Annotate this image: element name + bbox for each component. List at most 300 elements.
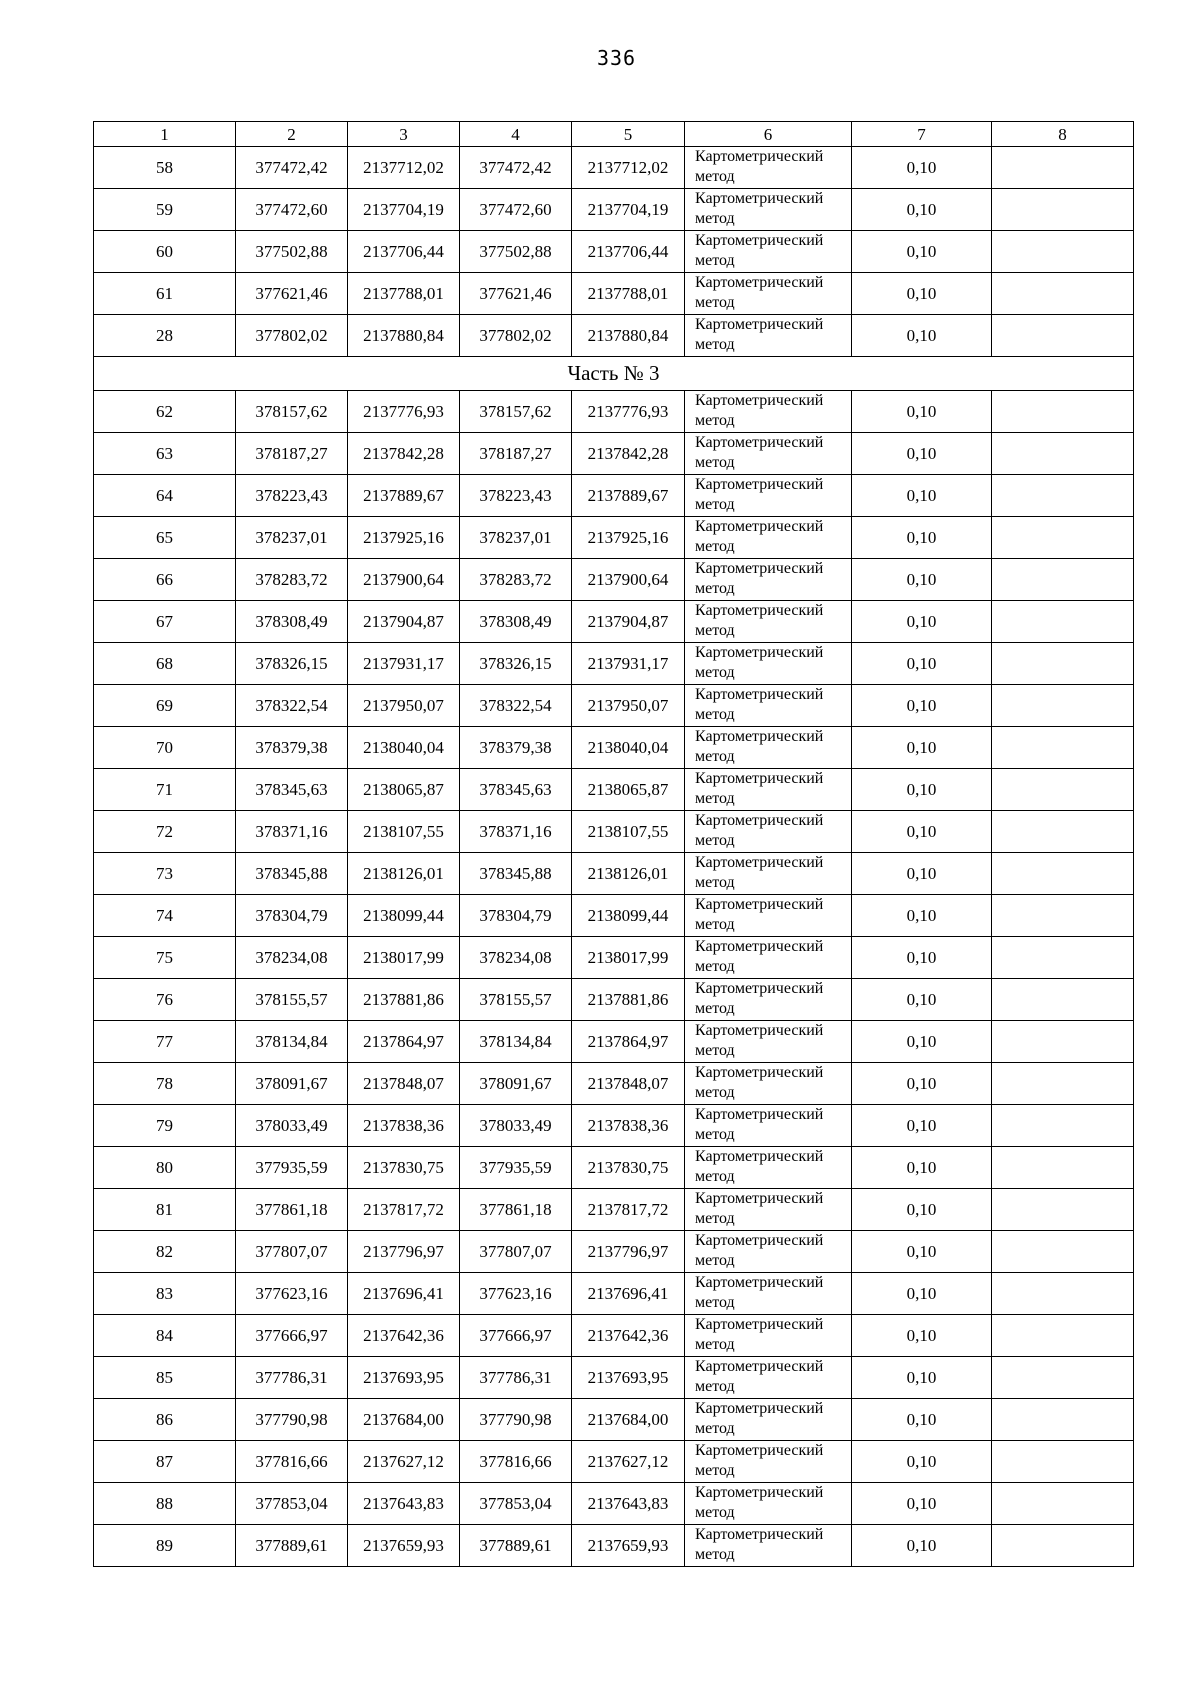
precision-cell: 0,10 xyxy=(852,1231,992,1273)
point-number-cell: 89 xyxy=(94,1525,236,1567)
y-existing-cell: 2137788,01 xyxy=(348,273,460,315)
precision-cell: 0,10 xyxy=(852,1483,992,1525)
point-number-cell: 66 xyxy=(94,559,236,601)
table-row xyxy=(94,643,1134,685)
y-refined-cell: 2137796,97 xyxy=(572,1231,685,1273)
point-number-cell: 81 xyxy=(94,1189,236,1231)
note-cell xyxy=(992,1315,1134,1357)
y-refined-cell: 2137838,36 xyxy=(572,1105,685,1147)
note-cell xyxy=(992,643,1134,685)
precision-cell: 0,10 xyxy=(852,643,992,685)
x-existing-cell: 378157,62 xyxy=(236,391,348,433)
method-cell: Картометрический метод xyxy=(685,231,852,273)
y-existing-cell: 2137864,97 xyxy=(348,1021,460,1063)
y-refined-cell: 2138107,55 xyxy=(572,811,685,853)
precision-cell: 0,10 xyxy=(852,1147,992,1189)
precision-cell: 0,10 xyxy=(852,853,992,895)
note-cell xyxy=(992,273,1134,315)
x-existing-cell: 378134,84 xyxy=(236,1021,348,1063)
precision-cell: 0,10 xyxy=(852,1021,992,1063)
note-cell xyxy=(992,559,1134,601)
y-existing-cell: 2137643,83 xyxy=(348,1483,460,1525)
precision-cell: 0,10 xyxy=(852,601,992,643)
y-existing-cell: 2137848,07 xyxy=(348,1063,460,1105)
method-cell: Картометрический метод xyxy=(685,433,852,475)
note-cell xyxy=(992,1483,1134,1525)
x-refined-cell: 377802,02 xyxy=(460,315,572,357)
x-refined-cell: 378134,84 xyxy=(460,1021,572,1063)
precision-cell: 0,10 xyxy=(852,231,992,273)
table-row xyxy=(94,273,1134,315)
x-refined-cell: 378234,08 xyxy=(460,937,572,979)
x-existing-cell: 378326,15 xyxy=(236,643,348,685)
y-existing-cell: 2137706,44 xyxy=(348,231,460,273)
x-refined-cell: 377861,18 xyxy=(460,1189,572,1231)
x-refined-cell: 378283,72 xyxy=(460,559,572,601)
precision-cell: 0,10 xyxy=(852,273,992,315)
y-existing-cell: 2137696,41 xyxy=(348,1273,460,1315)
y-refined-cell: 2138126,01 xyxy=(572,853,685,895)
x-existing-cell: 377623,16 xyxy=(236,1273,348,1315)
y-refined-cell: 2137776,93 xyxy=(572,391,685,433)
x-refined-cell: 378223,43 xyxy=(460,475,572,517)
table-row xyxy=(94,559,1134,601)
y-existing-cell: 2138107,55 xyxy=(348,811,460,853)
point-number-cell: 70 xyxy=(94,727,236,769)
column-header: 6 xyxy=(685,122,852,147)
table-row xyxy=(94,1147,1134,1189)
table-row xyxy=(94,1105,1134,1147)
table-body-bottom xyxy=(94,391,1134,1567)
point-number-cell: 72 xyxy=(94,811,236,853)
x-refined-cell: 377807,07 xyxy=(460,1231,572,1273)
table-row xyxy=(94,1357,1134,1399)
x-refined-cell: 377786,31 xyxy=(460,1357,572,1399)
note-cell xyxy=(992,979,1134,1021)
note-cell xyxy=(992,727,1134,769)
precision-cell: 0,10 xyxy=(852,1525,992,1567)
point-number-cell: 67 xyxy=(94,601,236,643)
table-row xyxy=(94,937,1134,979)
note-cell xyxy=(992,1399,1134,1441)
note-cell xyxy=(992,1441,1134,1483)
x-existing-cell: 378379,38 xyxy=(236,727,348,769)
note-cell xyxy=(992,769,1134,811)
x-refined-cell: 378326,15 xyxy=(460,643,572,685)
x-refined-cell: 378322,54 xyxy=(460,685,572,727)
note-cell xyxy=(992,231,1134,273)
point-number-cell: 78 xyxy=(94,1063,236,1105)
note-cell xyxy=(992,1021,1134,1063)
table-row xyxy=(94,1063,1134,1105)
method-cell: Картометрический метод xyxy=(685,1483,852,1525)
x-existing-cell: 378033,49 xyxy=(236,1105,348,1147)
y-refined-cell: 2137900,64 xyxy=(572,559,685,601)
point-number-cell: 79 xyxy=(94,1105,236,1147)
column-header: 1 xyxy=(94,122,236,147)
table-row xyxy=(94,433,1134,475)
y-existing-cell: 2137880,84 xyxy=(348,315,460,357)
method-cell: Картометрический метод xyxy=(685,853,852,895)
point-number-cell: 76 xyxy=(94,979,236,1021)
x-existing-cell: 377807,07 xyxy=(236,1231,348,1273)
table-row xyxy=(94,1525,1134,1567)
y-refined-cell: 2137696,41 xyxy=(572,1273,685,1315)
y-existing-cell: 2138126,01 xyxy=(348,853,460,895)
note-cell xyxy=(992,1231,1134,1273)
x-refined-cell: 377935,59 xyxy=(460,1147,572,1189)
y-existing-cell: 2137904,87 xyxy=(348,601,460,643)
method-cell: Картометрический метод xyxy=(685,643,852,685)
precision-cell: 0,10 xyxy=(852,433,992,475)
x-existing-cell: 377790,98 xyxy=(236,1399,348,1441)
y-refined-cell: 2137904,87 xyxy=(572,601,685,643)
column-header: 3 xyxy=(348,122,460,147)
x-refined-cell: 377623,16 xyxy=(460,1273,572,1315)
x-refined-cell: 378155,57 xyxy=(460,979,572,1021)
y-existing-cell: 2137889,67 xyxy=(348,475,460,517)
precision-cell: 0,10 xyxy=(852,937,992,979)
point-number-cell: 68 xyxy=(94,643,236,685)
y-existing-cell: 2137776,93 xyxy=(348,391,460,433)
y-existing-cell: 2138017,99 xyxy=(348,937,460,979)
point-number-cell: 83 xyxy=(94,1273,236,1315)
table-body-top xyxy=(94,147,1134,357)
y-existing-cell: 2137712,02 xyxy=(348,147,460,189)
point-number-cell: 74 xyxy=(94,895,236,937)
x-refined-cell: 377472,60 xyxy=(460,189,572,231)
y-refined-cell: 2137643,83 xyxy=(572,1483,685,1525)
table-header-row xyxy=(94,122,1134,147)
table-row xyxy=(94,1273,1134,1315)
y-refined-cell: 2137848,07 xyxy=(572,1063,685,1105)
x-existing-cell: 378223,43 xyxy=(236,475,348,517)
note-cell xyxy=(992,1147,1134,1189)
table-row xyxy=(94,811,1134,853)
table-row xyxy=(94,1021,1134,1063)
x-existing-cell: 378234,08 xyxy=(236,937,348,979)
precision-cell: 0,10 xyxy=(852,1441,992,1483)
x-existing-cell: 377472,60 xyxy=(236,189,348,231)
table-row xyxy=(94,231,1134,273)
x-existing-cell: 378187,27 xyxy=(236,433,348,475)
x-refined-cell: 378304,79 xyxy=(460,895,572,937)
precision-cell: 0,10 xyxy=(852,727,992,769)
coordinates-table xyxy=(93,121,1134,1567)
method-cell: Картометрический метод xyxy=(685,895,852,937)
x-refined-cell: 378187,27 xyxy=(460,433,572,475)
y-existing-cell: 2137838,36 xyxy=(348,1105,460,1147)
y-existing-cell: 2137925,16 xyxy=(348,517,460,559)
note-cell xyxy=(992,853,1134,895)
y-refined-cell: 2137788,01 xyxy=(572,273,685,315)
x-existing-cell: 377666,97 xyxy=(236,1315,348,1357)
x-existing-cell: 378283,72 xyxy=(236,559,348,601)
y-refined-cell: 2137864,97 xyxy=(572,1021,685,1063)
note-cell xyxy=(992,1525,1134,1567)
point-number-cell: 64 xyxy=(94,475,236,517)
method-cell: Картометрический метод xyxy=(685,1021,852,1063)
table-row xyxy=(94,1441,1134,1483)
point-number-cell: 86 xyxy=(94,1399,236,1441)
precision-cell: 0,10 xyxy=(852,979,992,1021)
method-cell: Картометрический метод xyxy=(685,1315,852,1357)
precision-cell: 0,10 xyxy=(852,517,992,559)
point-number-cell: 71 xyxy=(94,769,236,811)
x-refined-cell: 378308,49 xyxy=(460,601,572,643)
precision-cell: 0,10 xyxy=(852,189,992,231)
point-number-cell: 59 xyxy=(94,189,236,231)
method-cell: Картометрический метод xyxy=(685,1147,852,1189)
y-refined-cell: 2137925,16 xyxy=(572,517,685,559)
note-cell xyxy=(992,937,1134,979)
table-row xyxy=(94,147,1134,189)
table-row xyxy=(94,475,1134,517)
x-refined-cell: 377790,98 xyxy=(460,1399,572,1441)
point-number-cell: 84 xyxy=(94,1315,236,1357)
precision-cell: 0,10 xyxy=(852,685,992,727)
x-existing-cell: 378371,16 xyxy=(236,811,348,853)
table-row xyxy=(94,727,1134,769)
x-existing-cell: 377502,88 xyxy=(236,231,348,273)
note-cell xyxy=(992,517,1134,559)
point-number-cell: 60 xyxy=(94,231,236,273)
x-existing-cell: 378322,54 xyxy=(236,685,348,727)
table-row xyxy=(94,685,1134,727)
point-number-cell: 85 xyxy=(94,1357,236,1399)
method-cell: Картометрический метод xyxy=(685,1189,852,1231)
method-cell: Картометрический метод xyxy=(685,601,852,643)
note-cell xyxy=(992,895,1134,937)
section-body xyxy=(94,357,1134,391)
precision-cell: 0,10 xyxy=(852,1273,992,1315)
y-existing-cell: 2137659,93 xyxy=(348,1525,460,1567)
note-cell xyxy=(992,475,1134,517)
point-number-cell: 65 xyxy=(94,517,236,559)
column-header: 8 xyxy=(992,122,1134,147)
method-cell: Картометрический метод xyxy=(685,769,852,811)
x-refined-cell: 378371,16 xyxy=(460,811,572,853)
precision-cell: 0,10 xyxy=(852,1063,992,1105)
x-refined-cell: 377816,66 xyxy=(460,1441,572,1483)
precision-cell: 0,10 xyxy=(852,1357,992,1399)
x-existing-cell: 377889,61 xyxy=(236,1525,348,1567)
y-existing-cell: 2138040,04 xyxy=(348,727,460,769)
y-existing-cell: 2137900,64 xyxy=(348,559,460,601)
y-existing-cell: 2137693,95 xyxy=(348,1357,460,1399)
precision-cell: 0,10 xyxy=(852,1105,992,1147)
x-refined-cell: 378345,63 xyxy=(460,769,572,811)
section-row xyxy=(94,357,1134,391)
y-refined-cell: 2137642,36 xyxy=(572,1315,685,1357)
x-refined-cell: 377889,61 xyxy=(460,1525,572,1567)
method-cell: Картометрический метод xyxy=(685,1525,852,1567)
method-cell: Картометрический метод xyxy=(685,315,852,357)
y-refined-cell: 2138099,44 xyxy=(572,895,685,937)
method-cell: Картометрический метод xyxy=(685,147,852,189)
x-refined-cell: 378345,88 xyxy=(460,853,572,895)
page-number: 336 xyxy=(596,46,637,70)
table-row xyxy=(94,189,1134,231)
method-cell: Картометрический метод xyxy=(685,189,852,231)
y-refined-cell: 2137889,67 xyxy=(572,475,685,517)
method-cell: Картометрический метод xyxy=(685,475,852,517)
method-cell: Картометрический метод xyxy=(685,391,852,433)
method-cell: Картометрический метод xyxy=(685,559,852,601)
method-cell: Картометрический метод xyxy=(685,727,852,769)
point-number-cell: 80 xyxy=(94,1147,236,1189)
y-refined-cell: 2137684,00 xyxy=(572,1399,685,1441)
y-existing-cell: 2137842,28 xyxy=(348,433,460,475)
point-number-cell: 73 xyxy=(94,853,236,895)
x-refined-cell: 378379,38 xyxy=(460,727,572,769)
method-cell: Картометрический метод xyxy=(685,1063,852,1105)
note-cell xyxy=(992,1105,1134,1147)
column-header: 2 xyxy=(236,122,348,147)
table-row xyxy=(94,979,1134,1021)
x-existing-cell: 378155,57 xyxy=(236,979,348,1021)
note-cell xyxy=(992,1273,1134,1315)
table-row xyxy=(94,853,1134,895)
y-existing-cell: 2137817,72 xyxy=(348,1189,460,1231)
method-cell: Картометрический метод xyxy=(685,979,852,1021)
point-number-cell: 82 xyxy=(94,1231,236,1273)
table-row xyxy=(94,769,1134,811)
y-existing-cell: 2137950,07 xyxy=(348,685,460,727)
method-cell: Картометрический метод xyxy=(685,517,852,559)
method-cell: Картометрический метод xyxy=(685,685,852,727)
point-number-cell: 69 xyxy=(94,685,236,727)
precision-cell: 0,10 xyxy=(852,391,992,433)
point-number-cell: 63 xyxy=(94,433,236,475)
x-refined-cell: 377621,46 xyxy=(460,273,572,315)
table-row xyxy=(94,517,1134,559)
y-existing-cell: 2137931,17 xyxy=(348,643,460,685)
column-header: 5 xyxy=(572,122,685,147)
point-number-cell: 61 xyxy=(94,273,236,315)
y-refined-cell: 2137817,72 xyxy=(572,1189,685,1231)
y-refined-cell: 2137830,75 xyxy=(572,1147,685,1189)
point-number-cell: 28 xyxy=(94,315,236,357)
point-number-cell: 58 xyxy=(94,147,236,189)
y-refined-cell: 2137950,07 xyxy=(572,685,685,727)
column-header: 4 xyxy=(460,122,572,147)
y-refined-cell: 2137931,17 xyxy=(572,643,685,685)
point-number-cell: 75 xyxy=(94,937,236,979)
y-refined-cell: 2137880,84 xyxy=(572,315,685,357)
precision-cell: 0,10 xyxy=(852,769,992,811)
precision-cell: 0,10 xyxy=(852,559,992,601)
table-row xyxy=(94,1399,1134,1441)
x-existing-cell: 378304,79 xyxy=(236,895,348,937)
x-existing-cell: 378308,49 xyxy=(236,601,348,643)
table-row xyxy=(94,601,1134,643)
y-refined-cell: 2138040,04 xyxy=(572,727,685,769)
precision-cell: 0,10 xyxy=(852,147,992,189)
point-number-cell: 88 xyxy=(94,1483,236,1525)
method-cell: Картометрический метод xyxy=(685,1399,852,1441)
section-title: Часть № 3 xyxy=(94,357,1134,391)
note-cell xyxy=(992,391,1134,433)
y-refined-cell: 2137881,86 xyxy=(572,979,685,1021)
x-existing-cell: 377802,02 xyxy=(236,315,348,357)
precision-cell: 0,10 xyxy=(852,1315,992,1357)
y-existing-cell: 2137642,36 xyxy=(348,1315,460,1357)
x-refined-cell: 377502,88 xyxy=(460,231,572,273)
table-row xyxy=(94,1315,1134,1357)
x-existing-cell: 377935,59 xyxy=(236,1147,348,1189)
y-existing-cell: 2137627,12 xyxy=(348,1441,460,1483)
y-existing-cell: 2138065,87 xyxy=(348,769,460,811)
y-refined-cell: 2138017,99 xyxy=(572,937,685,979)
x-refined-cell: 377472,42 xyxy=(460,147,572,189)
precision-cell: 0,10 xyxy=(852,1189,992,1231)
x-refined-cell: 378237,01 xyxy=(460,517,572,559)
x-refined-cell: 378033,49 xyxy=(460,1105,572,1147)
precision-cell: 0,10 xyxy=(852,475,992,517)
x-refined-cell: 377853,04 xyxy=(460,1483,572,1525)
note-cell xyxy=(992,433,1134,475)
y-refined-cell: 2137706,44 xyxy=(572,231,685,273)
x-existing-cell: 378345,63 xyxy=(236,769,348,811)
note-cell xyxy=(992,601,1134,643)
x-existing-cell: 377861,18 xyxy=(236,1189,348,1231)
x-refined-cell: 377666,97 xyxy=(460,1315,572,1357)
note-cell xyxy=(992,315,1134,357)
method-cell: Картометрический метод xyxy=(685,937,852,979)
note-cell xyxy=(992,685,1134,727)
x-existing-cell: 377621,46 xyxy=(236,273,348,315)
x-existing-cell: 378345,88 xyxy=(236,853,348,895)
x-refined-cell: 378157,62 xyxy=(460,391,572,433)
point-number-cell: 77 xyxy=(94,1021,236,1063)
x-existing-cell: 377853,04 xyxy=(236,1483,348,1525)
method-cell: Картометрический метод xyxy=(685,1273,852,1315)
y-refined-cell: 2138065,87 xyxy=(572,769,685,811)
point-number-cell: 87 xyxy=(94,1441,236,1483)
note-cell xyxy=(992,189,1134,231)
table-row xyxy=(94,1189,1134,1231)
note-cell xyxy=(992,147,1134,189)
method-cell: Картометрический метод xyxy=(685,273,852,315)
x-existing-cell: 378091,67 xyxy=(236,1063,348,1105)
y-existing-cell: 2137796,97 xyxy=(348,1231,460,1273)
table-row xyxy=(94,391,1134,433)
point-number-cell: 62 xyxy=(94,391,236,433)
x-existing-cell: 377816,66 xyxy=(236,1441,348,1483)
table-row xyxy=(94,1231,1134,1273)
precision-cell: 0,10 xyxy=(852,315,992,357)
method-cell: Картометрический метод xyxy=(685,1357,852,1399)
x-refined-cell: 378091,67 xyxy=(460,1063,572,1105)
method-cell: Картометрический метод xyxy=(685,1441,852,1483)
y-refined-cell: 2137704,19 xyxy=(572,189,685,231)
precision-cell: 0,10 xyxy=(852,1399,992,1441)
column-header: 7 xyxy=(852,122,992,147)
note-cell xyxy=(992,1357,1134,1399)
precision-cell: 0,10 xyxy=(852,811,992,853)
y-refined-cell: 2137842,28 xyxy=(572,433,685,475)
method-cell: Картометрический метод xyxy=(685,811,852,853)
note-cell xyxy=(992,811,1134,853)
y-refined-cell: 2137693,95 xyxy=(572,1357,685,1399)
table-row xyxy=(94,895,1134,937)
y-refined-cell: 2137659,93 xyxy=(572,1525,685,1567)
note-cell xyxy=(992,1063,1134,1105)
y-existing-cell: 2137881,86 xyxy=(348,979,460,1021)
y-refined-cell: 2137712,02 xyxy=(572,147,685,189)
y-refined-cell: 2137627,12 xyxy=(572,1441,685,1483)
